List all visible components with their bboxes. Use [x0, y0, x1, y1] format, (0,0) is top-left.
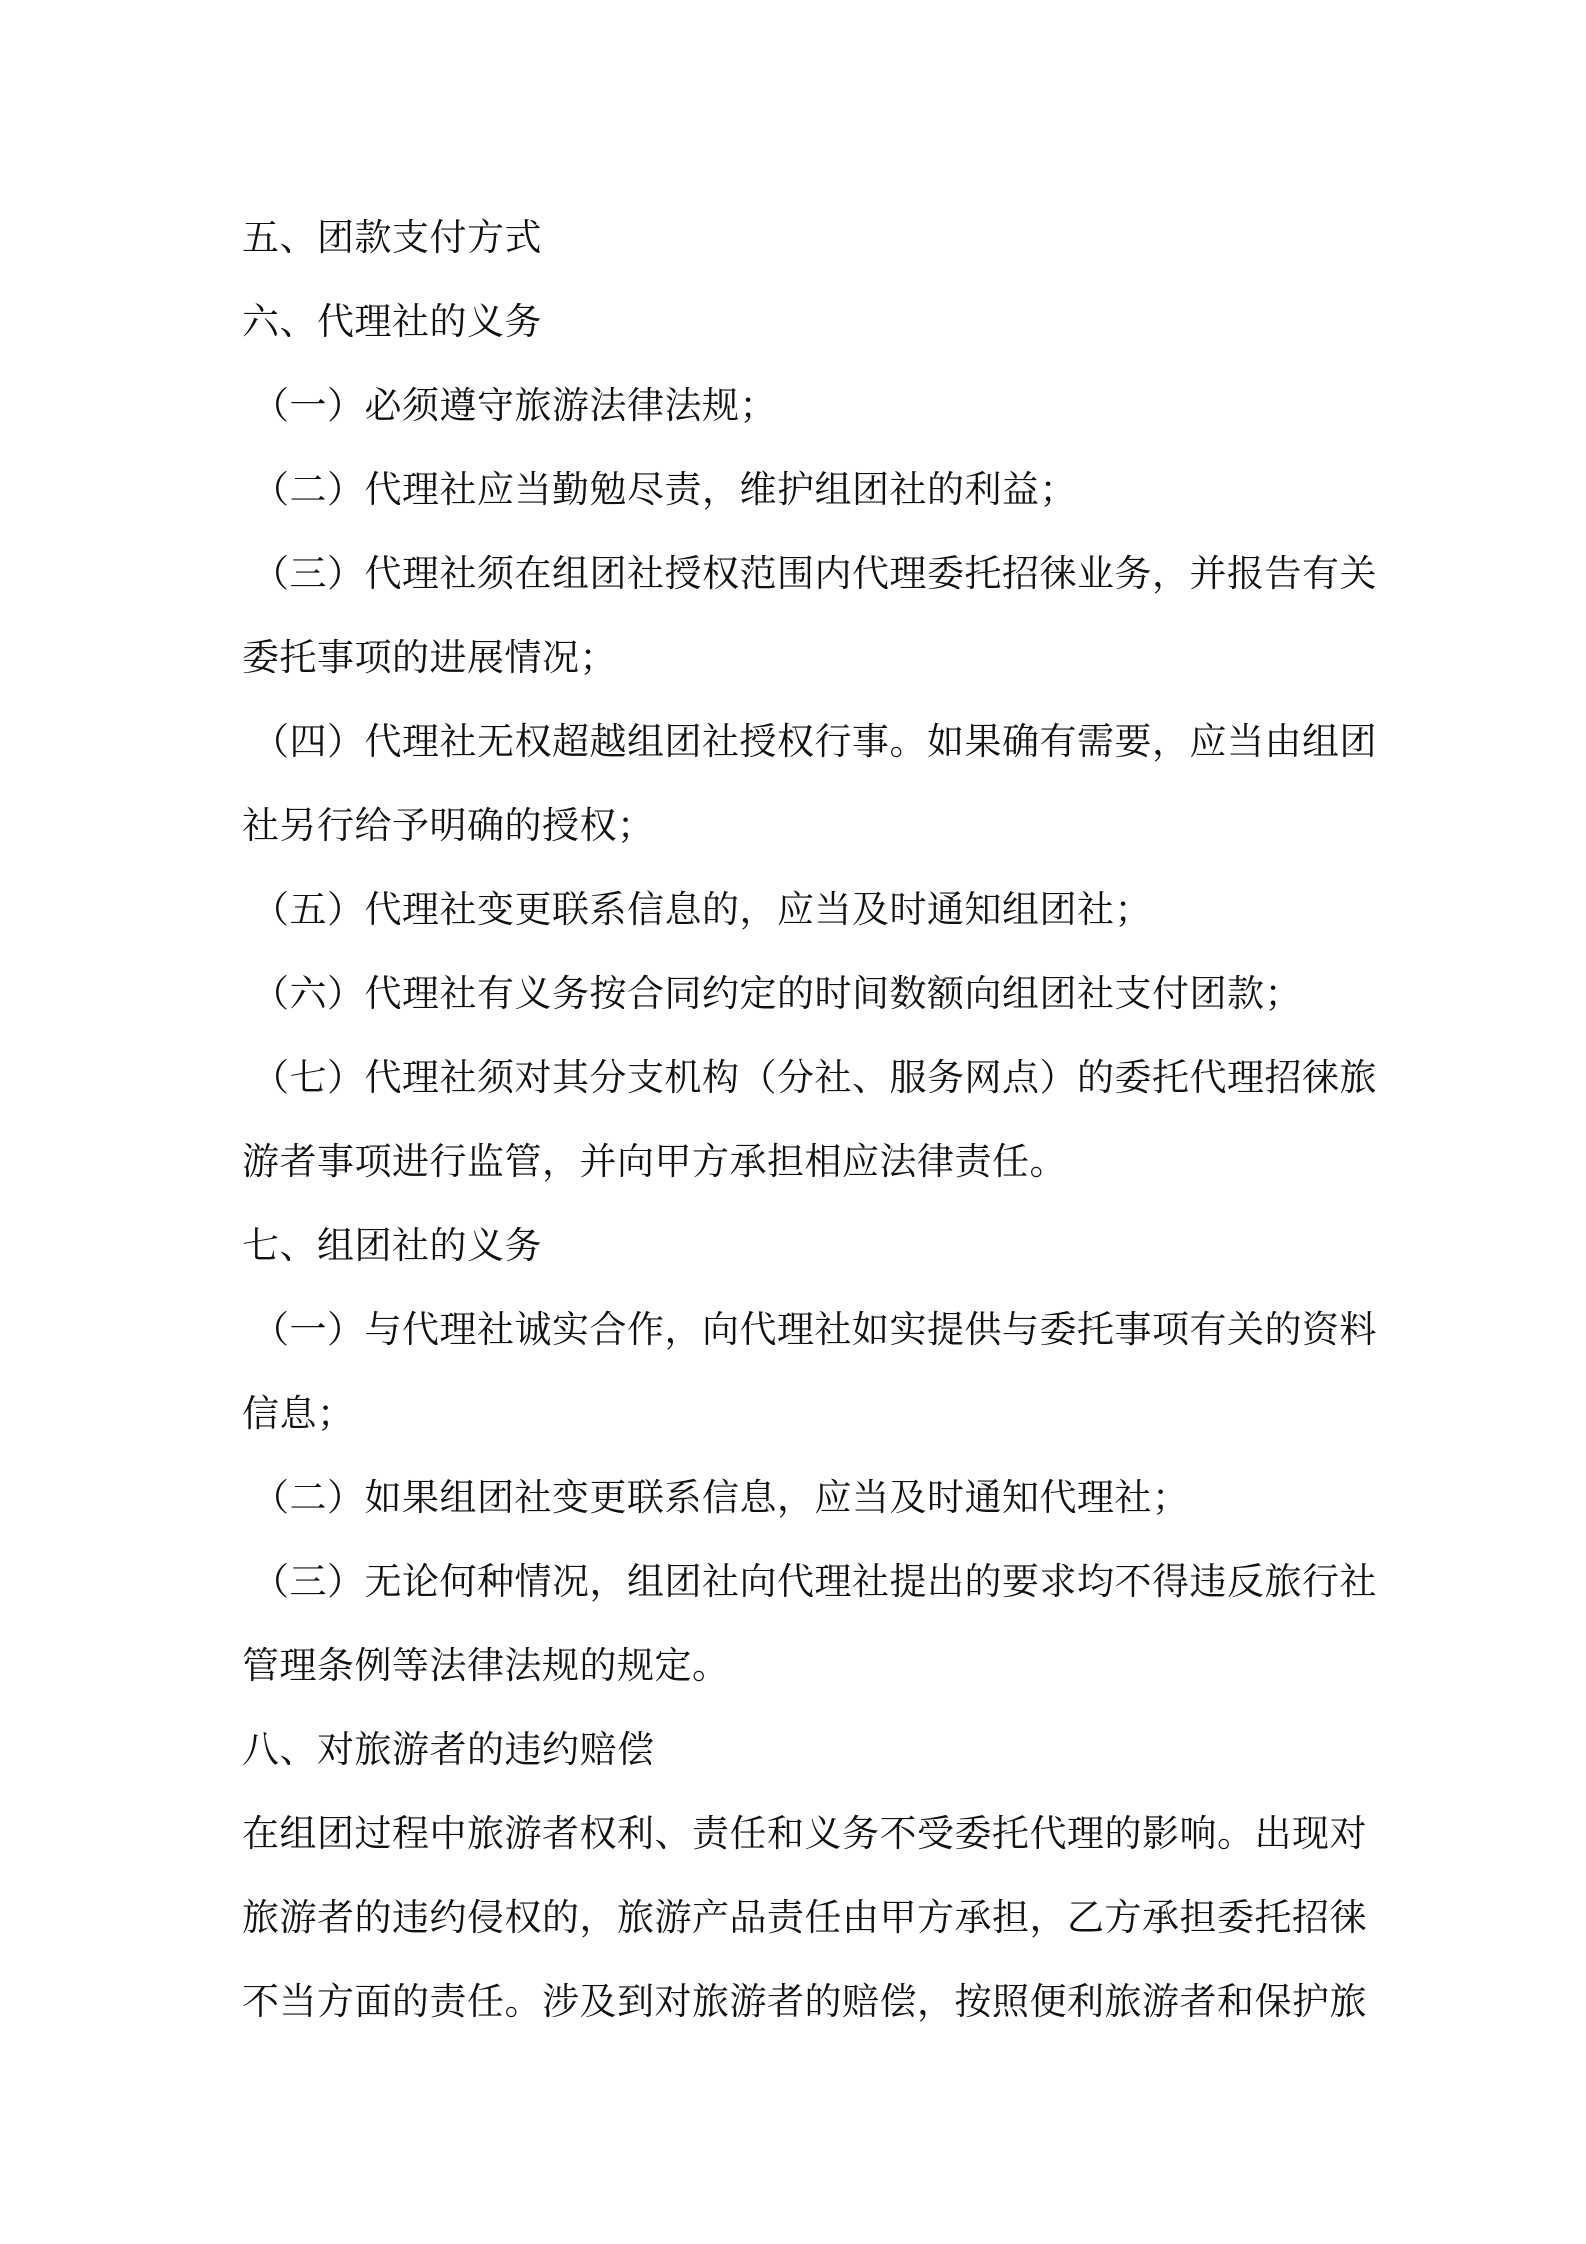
clause-6-7-continued: 游者事项进行监管，并向甲方承担相应法律责任。: [242, 1140, 1067, 1183]
clause-7-3: （三）无论何种情况，组团社向代理社提出的要求均不得违反旅行社: [252, 1560, 1377, 1603]
clause-7-1-continued: 信息；: [242, 1392, 355, 1435]
clause-6-6: （六）代理社有义务按合同约定的时间数额向组团社支付团款；: [252, 972, 1302, 1015]
clause-6-7: （七）代理社须对其分支机构（分社、服务网点）的委托代理招徕旅: [252, 1056, 1377, 1099]
section-heading-7: 七、组团社的义务: [242, 1224, 542, 1267]
clause-6-2: （二）代理社应当勤勉尽责，维护组团社的利益；: [252, 468, 1077, 511]
clause-6-5: （五）代理社变更联系信息的，应当及时通知组团社；: [252, 888, 1152, 931]
clause-6-3: （三）代理社须在组团社授权范围内代理委托招徕业务，并报告有关: [252, 552, 1377, 595]
clause-7-3-continued: 管理条例等法律法规的规定。: [242, 1644, 730, 1687]
clause-7-2: （二）如果组团社变更联系信息，应当及时通知代理社；: [252, 1476, 1190, 1519]
paragraph-8-line-2: 旅游者的违约侵权的，旅游产品责任由甲方承担，乙方承担委托招徕: [242, 1896, 1367, 1939]
clause-6-4: （四）代理社无权超越组团社授权行事。如果确有需要，应当由组团: [252, 720, 1377, 763]
clause-7-1: （一）与代理社诚实合作，向代理社如实提供与委托事项有关的资料: [252, 1308, 1377, 1351]
section-heading-8: 八、对旅游者的违约赔偿: [242, 1728, 655, 1771]
document-body: [242, 196, 1377, 2044]
section-heading-6: 六、代理社的义务: [242, 300, 542, 343]
clause-6-4-continued: 社另行给予明确的授权；: [242, 804, 655, 847]
paragraph-8-line-3: 不当方面的责任。涉及到对旅游者的赔偿，按照便利旅游者和保护旅: [242, 1980, 1367, 2023]
clause-6-1: （一）必须遵守旅游法律法规；: [252, 384, 777, 427]
section-heading-5: 五、团款支付方式: [242, 216, 542, 259]
paragraph-8-line-1: 在组团过程中旅游者权利、责任和义务不受委托代理的影响。出现对: [242, 1812, 1367, 1855]
clause-6-3-continued: 委托事项的进展情况；: [242, 636, 617, 679]
